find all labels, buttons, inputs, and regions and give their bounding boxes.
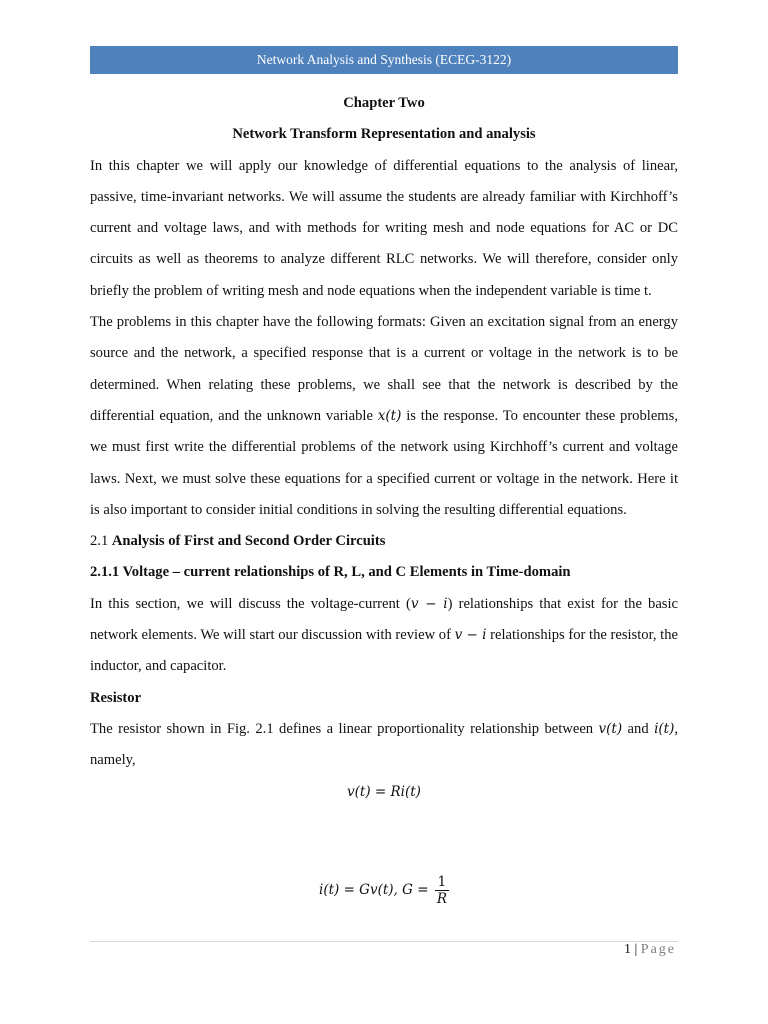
page-content: [90, 88, 679, 907]
paragraph-vi-relationships: [90, 589, 678, 683]
footer-divider: [90, 941, 678, 942]
math-v-minus-i: v − i: [410, 595, 448, 612]
page-separator: |: [630, 942, 641, 957]
paragraph-resistor: [90, 714, 678, 777]
paragraph-problems: [90, 307, 678, 526]
paragraph-problems-part2: is the response. To encounter these problems, we must first write the differential problems of the network using Kirchhoff’s current and voltage laws. Next, we must solve these equations for a specified current or voltage in the network. Here it is also important to consider initial conditions in solving the resulting differential equations.: [90, 407, 678, 518]
text-segment: ) relationships that exist for the basic network elements. We will start our discussion with review of: [90, 595, 679, 644]
page-footer: [624, 942, 676, 958]
equation-ohms-law: v(t) = Ri(t): [347, 783, 421, 800]
text-segment: and: [622, 720, 655, 737]
chapter-title: Network Transform Representation and analysis: [232, 126, 536, 143]
section-number: 2.1: [90, 533, 112, 550]
paragraph-intro: In this chapter we will apply our knowledge of differential equations to the analysis of linear, passive, time-invariant networks. We will assume the students are already familiar with Kirchhoff’s current and voltage laws, and with methods for writing mesh and node equations for AC or DC circuits as well as theorems to analyze different RLC networks. We will therefore, consider only briefly the problem of writing mesh and node equations when the independent variable is time t.: [90, 157, 678, 299]
fraction-numerator: 1: [435, 874, 449, 891]
document-header: [90, 46, 678, 74]
fraction-denominator: R: [436, 891, 447, 907]
page-number: 1: [623, 942, 631, 957]
resistor-heading: Resistor: [90, 689, 142, 706]
header-title: Network Analysis and Synthesis (ECEG-3122): [256, 52, 512, 67]
math-v-minus-i: v − i: [454, 627, 487, 644]
math-v-of-t: v(t): [598, 720, 623, 737]
text-segment: In this section, we will discuss the voltage-current (: [90, 595, 411, 612]
chapter-number: Chapter Two: [343, 95, 425, 111]
text-segment: , namely,: [90, 720, 678, 769]
paragraph-problems-part1: The problems in this chapter have the following formats: Given an excitation signal from an energy source and the network, a specified response that is a current or voltage in the network is to be determined. When relating these problems, we shall see that the network is described by the differential equation, and the unknown variable: [90, 314, 678, 424]
equation-conductance-left: i(t) = Gv(t), G =: [319, 882, 433, 898]
text-segment: The resistor shown in Fig. 2.1 defines a linear proportionality relationship between: [90, 720, 599, 737]
section-title: Analysis of First and Second Order Circuits: [111, 533, 386, 550]
math-i-of-t: i(t): [654, 720, 675, 737]
section-heading-2-1: [90, 526, 678, 557]
equation-conductance: [90, 874, 678, 907]
text-segment: relationships for the resistor, the inductor, and capacitor.: [90, 627, 678, 675]
math-x-of-t: x(t): [377, 407, 402, 424]
page-label: Page: [640, 942, 676, 957]
subsection-heading-2-1-1: 2.1.1 Voltage – current relationships of R, L, and C Elements in Time-domain: [90, 564, 571, 581]
fraction-one-over-r: [435, 874, 449, 907]
